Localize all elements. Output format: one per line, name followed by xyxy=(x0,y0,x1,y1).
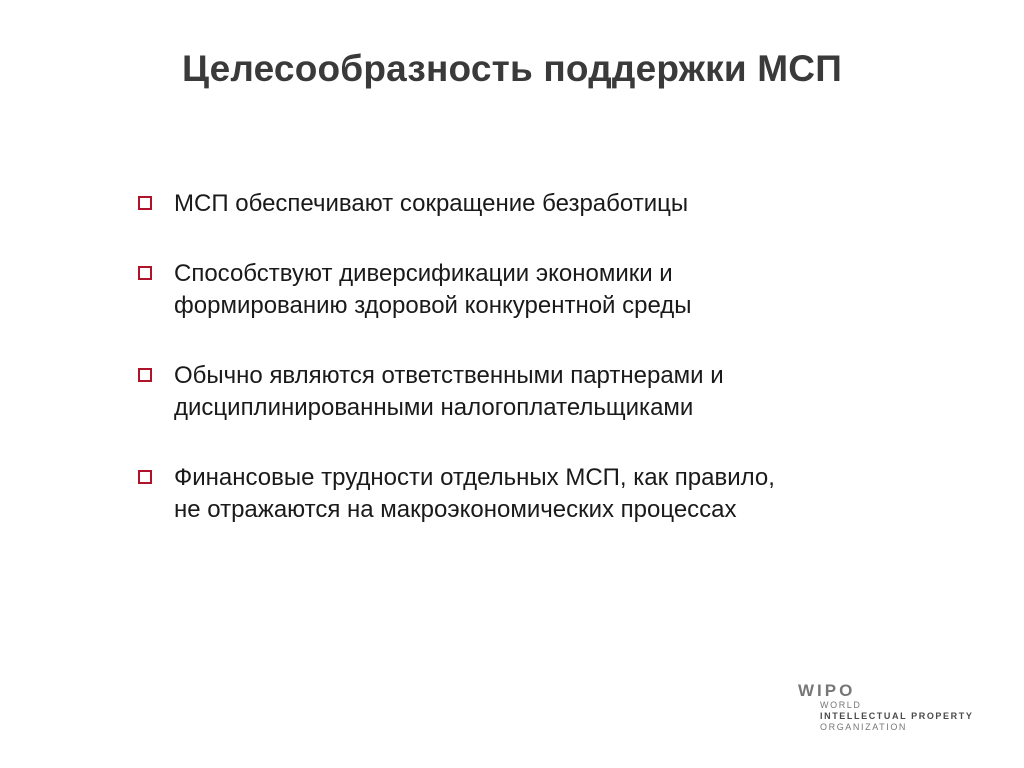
checkbox-bullet-icon xyxy=(138,266,152,280)
bullet-text: Обычно являются ответственными партнерами и дисциплинированными налогоплательщиками xyxy=(174,362,724,421)
checkbox-bullet-icon xyxy=(138,470,152,484)
logo-line-world: WORLD xyxy=(820,700,862,710)
logo-line-organization: ORGANIZATION xyxy=(820,722,908,732)
bullet-item xyxy=(138,188,938,220)
checkbox-bullet-icon xyxy=(138,368,152,382)
bullet-text: Способствуют диверсификации экономики и формированию здоровой конкурентной среды xyxy=(174,260,692,319)
bullet-item xyxy=(138,360,938,424)
bullet-text: Финансовые трудности отдельных МСП, как правило, не отражаются на макроэкономических процессах xyxy=(174,464,775,523)
bullet-list xyxy=(138,188,938,564)
bullet-item xyxy=(138,462,938,526)
slide-title: Целесообразность поддержки МСП xyxy=(181,48,843,89)
bullet-item xyxy=(138,258,938,322)
checkbox-bullet-icon xyxy=(138,196,152,210)
bullet-text: МСП обеспечивают сокращение безработицы xyxy=(174,190,689,217)
logo-name: WIPO xyxy=(798,681,856,700)
wipo-logo xyxy=(798,682,973,733)
logo-line-intellectual-property: INTELLECTUAL PROPERTY xyxy=(820,711,974,721)
